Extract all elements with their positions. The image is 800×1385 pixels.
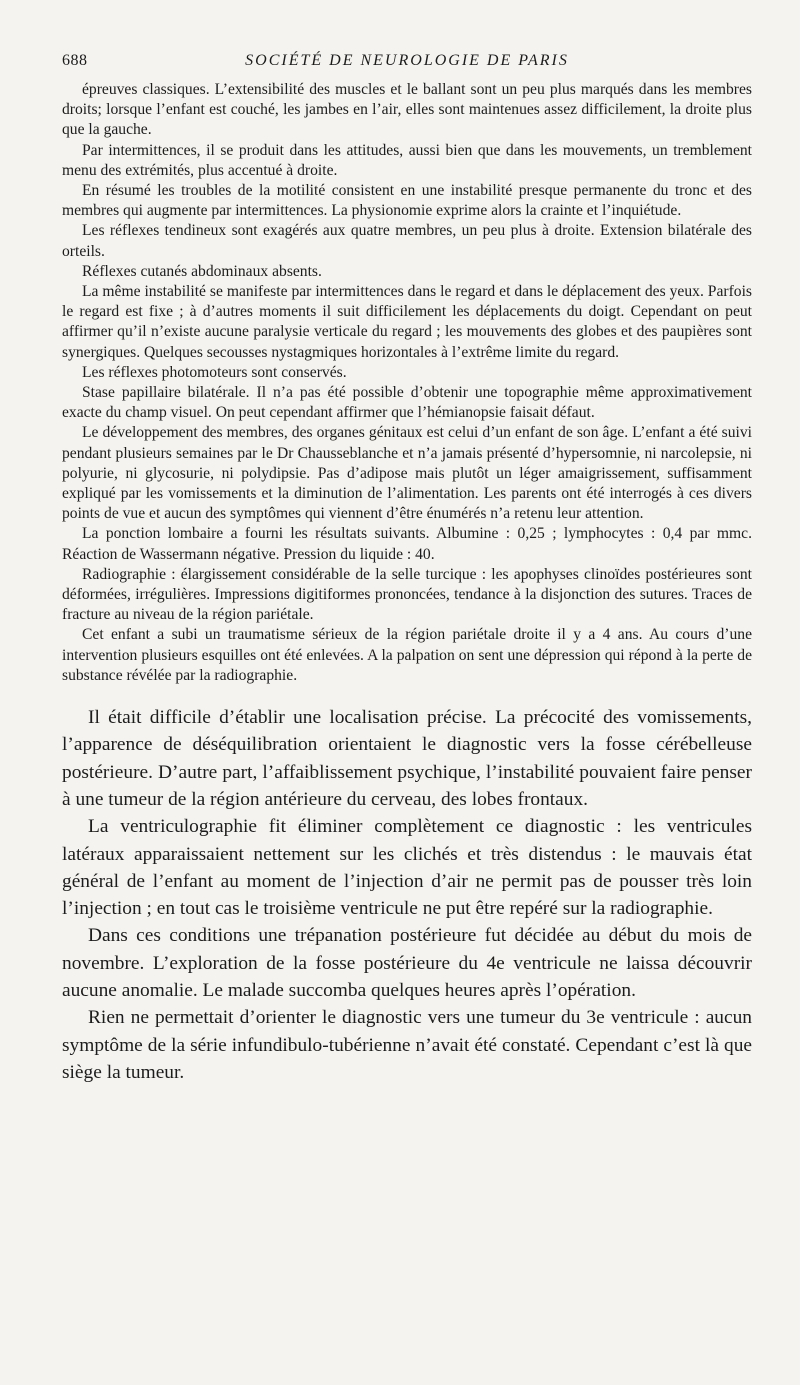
- case-report-section: [62, 80, 752, 686]
- paragraph: La ponction lombaire a fourni les résultats suivants. Albumine : 0,25 ; lymphocytes : 0,4 par mmc. Réaction de Wassermann négative. Pression du liquide : 40.: [62, 525, 752, 563]
- paragraph: Réflexes cutanés abdominaux absents.: [82, 262, 322, 280]
- paragraph: Cet enfant a subi un traumatisme sérieux de la région pariétale droite il y a 4 ans. Au cours d’une intervention plusieurs esquilles ont été enlevées. A la palpation on sent une dépression qui répond à la perte de substance révélée par la radiographie.: [62, 626, 752, 684]
- paragraph: Les réflexes tendineux sont exagérés aux quatre membres, un peu plus à droite. Extension bilatérale des orteils.: [62, 222, 752, 260]
- paragraph: Les réflexes photomoteurs sont conservés.: [82, 363, 347, 381]
- page-number: 688: [62, 52, 88, 69]
- paragraph: Radiographie : élargissement considérable de la selle turcique : les apophyses clinoïdes postérieures sont déformées, irrégulières. Impressions digitiformes prononcées, tendance à la disjonction des sutures. Traces de fracture au niveau de la région pariétale.: [62, 565, 752, 624]
- discussion-section: [62, 704, 752, 1086]
- paragraph: Par intermittences, il se produit dans les attitudes, aussi bien que dans les mouvements, un tremblement menu des extrémités, plus accentué à droite.: [62, 141, 752, 179]
- page-header: [62, 52, 752, 78]
- paragraph: En résumé les troubles de la motilité consistent en une instabilité presque permanente du tronc et des membres qui augmente par intermittences. La physionomie exprime alors la crainte et l’inquiétude.: [62, 182, 752, 220]
- paragraph: épreuves classiques. L’extensibilité des muscles et le ballant sont un peu plus marqués dans les membres droits; lorsque l’enfant est couché, les jambes en l’air, elles sont maintenues assez difficilement, la droite plus que la gauche.: [62, 81, 752, 139]
- page: [62, 52, 752, 1086]
- paragraph: La même instabilité se manifeste par intermittences dans le regard et dans le déplacement des yeux. Parfois le regard est fixe ; à d’autres moments il suit difficilement les déplacements du doigt. Cependant on peut affirmer qu’il n’existe aucune paralysie verticale du regard ; les mouvements des globes et des paupières sont synergiques. Quelques secousses nystagmiques horizontales à l’extrême limite du regard.: [62, 283, 752, 361]
- paragraph: Le développement des membres, des organes génitaux est celui d’un enfant de son âge. L’enfant a été suivi pendant plusieurs semaines par le Dr Chausseblanche et n’a jamais présenté d’hypersomnie, ni narcolepsie, ni polyurie, ni glycosurie, ni polydipsie. Pas d’adipose mais plutôt un léger amaigrissement, suffisamment expliqué par les vomissements et la diminution de l’alimentation. Les parents ont été interrogés à ces divers points de vue et aucun des symptômes qui viennent d’être énumérés n’a retenu leur attention.: [62, 424, 752, 523]
- running-title: SOCIÉTÉ DE NEUROLOGIE DE PARIS: [245, 52, 569, 69]
- paragraph: Rien ne permettait d’orienter le diagnostic vers une tumeur du 3e ventricule : aucun symptôme de la série infundibulo-tubérienne n’avait été constaté. Cependant c’est là que siège la tumeur.: [62, 1007, 752, 1083]
- paragraph: La ventriculographie fit éliminer complètement ce diagnostic : les ventricules latéraux apparaissaient nettement sur les clichés et très distendus : le mauvais état général de l’enfant au moment de l’injection d’air ne permit pas de pousser très loin l’injection ; en tout cas le troisième ventricule ne put être repéré sur la radiographie.: [62, 816, 752, 920]
- paragraph: Dans ces conditions une trépanation postérieure fut décidée au début du mois de novembre. L’exploration de la fosse postérieure du 4e ventricule ne laissa découvrir aucune anomalie. Le malade succomba quelques heures après l’opération.: [62, 925, 752, 1002]
- paragraph: Stase papillaire bilatérale. Il n’a pas été possible d’obtenir une topographie même approximativement exacte du champ visuel. On peut cependant affirmer que l’hémianopsie faisait défaut.: [62, 384, 752, 422]
- paragraph: Il était difficile d’établir une localisation précise. La précocité des vomissements, l’apparence de déséquilibration orientaient le diagnostic vers la fosse cérébelleuse postérieure. D’autre part, l’affaiblissement psychique, l’instabilité pouvaient faire penser à une tumeur de la région antérieure du cerveau, des lobes frontaux.: [62, 707, 752, 810]
